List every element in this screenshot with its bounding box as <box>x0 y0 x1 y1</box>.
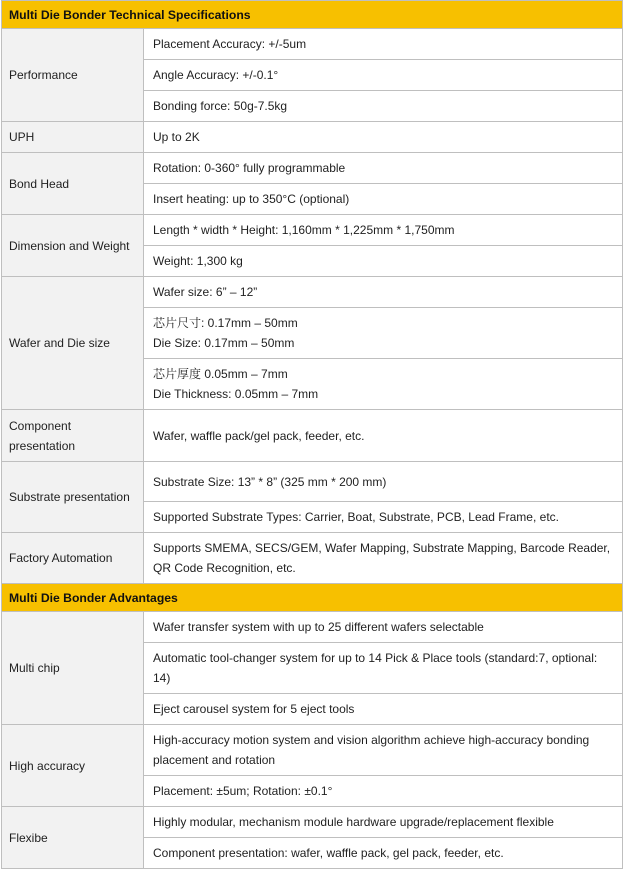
spec-table <box>1 0 623 869</box>
component-value: Wafer, waffle pack/gel pack, feeder, etc. <box>144 410 623 462</box>
wafer-transfer: Wafer transfer system with up to 25 different wafers selectable <box>144 612 623 643</box>
row-label-factory: Factory Automation <box>2 533 144 584</box>
section-header-advantages <box>2 584 623 612</box>
table-row <box>2 410 623 462</box>
component-presentation: Component presentation: wafer, waffle pack, gel pack, feeder, etc. <box>144 838 623 869</box>
factory-value: Supports SMEMA, SECS/GEM, Wafer Mapping, Substrate Mapping, Barcode Reader, QR Code Recognition, etc. <box>144 533 623 584</box>
placement-accuracy: Placement Accuracy: +/-5um <box>144 29 623 60</box>
row-label-performance: Performance <box>2 29 144 122</box>
die-thickness-cn: 芯片厚度 0.05mm – 7mm <box>153 367 288 381</box>
row-label-component: Component presentation <box>2 410 144 462</box>
die-thickness-cell <box>144 359 623 410</box>
motion-system: High-accuracy motion system and vision algorithm achieve high-accuracy bonding placement and rotation <box>144 725 623 776</box>
section-title: Multi Die Bonder Technical Specifications <box>2 1 623 29</box>
wafer-size: Wafer size: 6” – 12” <box>144 277 623 308</box>
table-row <box>2 29 623 60</box>
row-label-substrate: Substrate presentation <box>2 462 144 533</box>
substrate-types: Supported Substrate Types: Carrier, Boat, Substrate, PCB, Lead Frame, etc. <box>144 502 623 533</box>
row-label-dimension: Dimension and Weight <box>2 215 144 277</box>
weight: Weight: 1,300 kg <box>144 246 623 277</box>
table-row <box>2 153 623 184</box>
table-row <box>2 807 623 838</box>
row-label-wafer-die: Wafer and Die size <box>2 277 144 410</box>
substrate-size: Substrate Size: 13” * 8” (325 mm * 200 mm) <box>144 462 623 502</box>
insert-heating: Insert heating: up to 350°C (optional) <box>144 184 623 215</box>
modular-hardware: Highly modular, mechanism module hardware upgrade/replacement flexible <box>144 807 623 838</box>
table-row <box>2 277 623 308</box>
bonding-force: Bonding force: 50g-7.5kg <box>144 91 623 122</box>
tool-changer: Automatic tool-changer system for up to 14 Pick & Place tools (standard:7, optional: 14) <box>144 643 623 694</box>
row-label-multi-chip: Multi chip <box>2 612 144 725</box>
rotation: Rotation: 0-360° fully programmable <box>144 153 623 184</box>
die-size-cell <box>144 308 623 359</box>
table-row <box>2 462 623 502</box>
row-label-high-accuracy: High accuracy <box>2 725 144 807</box>
row-label-bond-head: Bond Head <box>2 153 144 215</box>
section-title: Multi Die Bonder Advantages <box>2 584 623 612</box>
row-label-uph: UPH <box>2 122 144 153</box>
eject-carousel: Eject carousel system for 5 eject tools <box>144 694 623 725</box>
angle-accuracy: Angle Accuracy: +/-0.1° <box>144 60 623 91</box>
section-header-specs <box>2 1 623 29</box>
die-size-cn: 芯片尺寸: 0.17mm – 50mm <box>153 316 298 330</box>
die-size-en: Die Size: 0.17mm – 50mm <box>153 336 295 350</box>
die-thickness-en: Die Thickness: 0.05mm – 7mm <box>153 387 319 401</box>
row-label-flexible: Flexibe <box>2 807 144 869</box>
table-row <box>2 725 623 776</box>
table-row <box>2 612 623 643</box>
table-row <box>2 533 623 584</box>
dimensions: Length * width * Height: 1,160mm * 1,225mm * 1,750mm <box>144 215 623 246</box>
table-row <box>2 215 623 246</box>
uph-value: Up to 2K <box>144 122 623 153</box>
placement-rotation: Placement: ±5um; Rotation: ±0.1° <box>144 776 623 807</box>
table-row <box>2 122 623 153</box>
